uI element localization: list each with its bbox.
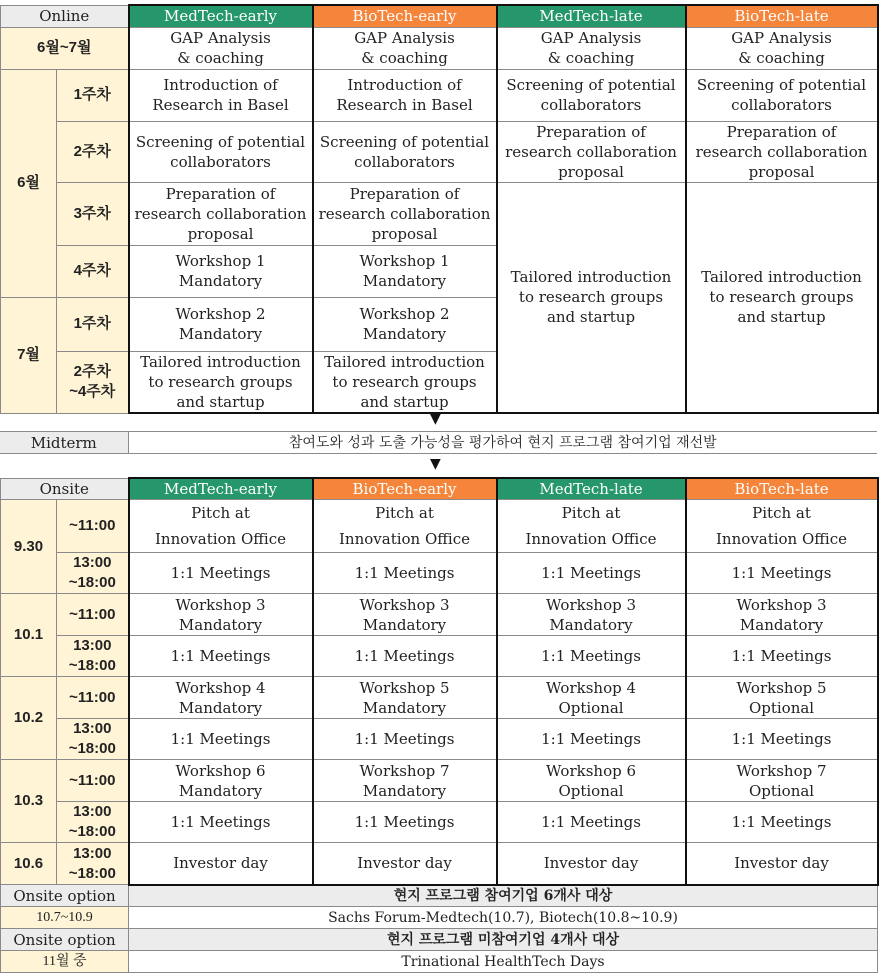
time-slot-am: ~11:00: [57, 594, 129, 636]
gap-line2: & coaching: [361, 49, 448, 67]
cell-line: Tailored introduction: [324, 352, 485, 371]
time-slot-pm: [57, 636, 129, 677]
option-text: 현지 프로그램 미참여기업 4개사 대상: [129, 929, 878, 951]
schedule-cell: 1:1 Meetings: [497, 719, 686, 760]
month-june-label: 6월: [1, 69, 57, 297]
midterm-label: Midterm: [0, 432, 128, 454]
day-label: 9.30: [1, 500, 57, 594]
day-label: 10.2: [1, 677, 57, 760]
cell-line: Preparation of: [536, 122, 646, 141]
cell-line: Workshop 5: [736, 678, 827, 697]
cell-line: Mandatory: [178, 272, 263, 290]
gap-cell: [686, 27, 878, 69]
option-label: 10.7~10.9: [1, 907, 129, 929]
time-line: 13:00: [73, 720, 112, 737]
gap-line1: GAP Analysis: [354, 29, 455, 47]
cell-line: Preparation of: [726, 122, 837, 141]
cell-line: Screening of potential: [506, 76, 676, 94]
cell-line: Tailored introduction: [510, 268, 672, 287]
schedule-cell: [686, 594, 878, 636]
cell-line: Workshop 6: [175, 761, 266, 780]
schedule-cell: 1:1 Meetings: [686, 719, 878, 760]
schedule-cell: Investor day: [129, 843, 313, 885]
schedule-cell: [313, 69, 497, 121]
online-section-label: Online: [1, 5, 129, 27]
cell-line: Mandatory: [739, 615, 824, 634]
option-label: Onsite option: [1, 929, 129, 951]
gap-cell: [129, 27, 313, 69]
schedule-cell: [313, 677, 497, 719]
schedule-cell: [129, 182, 313, 245]
cell-line: Workshop 4: [175, 678, 266, 697]
schedule-cell: [313, 500, 497, 553]
gap-cell: [313, 27, 497, 69]
gap-cell: [497, 27, 686, 69]
cell-line: Optional: [748, 781, 815, 800]
time-slot-pm: [57, 802, 129, 843]
cell-line: Workshop 4: [546, 678, 637, 697]
cell-line: Mandatory: [178, 325, 263, 343]
cell-line: Optional: [558, 698, 624, 717]
schedule-cell: [129, 351, 313, 413]
cell-line: Workshop 2: [175, 305, 266, 323]
time-line: ~18:00: [68, 864, 116, 882]
schedule-cell: 1:1 Meetings: [129, 802, 313, 843]
cell-line: collaborators: [170, 152, 271, 171]
track-header-biotech-early: BioTech-early: [313, 5, 497, 27]
week-label: [57, 351, 129, 413]
option-text: Sachs Forum-Medtech(10.7), Biotech(10.8~10.9): [129, 907, 878, 929]
cell-line: Mandatory: [178, 615, 263, 634]
cell-line: Workshop 1: [359, 252, 450, 270]
track-header-biotech-early: BioTech-early: [313, 478, 497, 500]
track-header-medtech-late: MedTech-late: [497, 5, 686, 27]
schedule-cell: 1:1 Meetings: [686, 553, 878, 594]
schedule-cell: 1:1 Meetings: [497, 636, 686, 677]
cell-line: and startup: [360, 392, 449, 411]
down-arrow-icon: ▼: [430, 411, 441, 427]
cell-line: proposal: [371, 224, 438, 243]
time-line: ~18:00: [68, 740, 116, 757]
midterm-text: 참여도와 성과 도출 가능성을 평가하여 현지 프로그램 참여기업 재선발: [128, 432, 877, 454]
day-label: 10.6: [1, 843, 57, 885]
schedule-cell: [313, 594, 497, 636]
schedule-cell: Investor day: [686, 843, 878, 885]
option-text: 현지 프로그램 참여기업 6개사 대상: [129, 885, 878, 907]
month-july-label: 7월: [1, 297, 57, 413]
cell-line: Innovation Office: [155, 530, 287, 548]
gap-line2: & coaching: [547, 49, 635, 67]
onsite-section-label: Onsite: [1, 478, 129, 500]
cell-line: Pitch at: [375, 504, 434, 522]
cell-line: Mandatory: [362, 325, 447, 343]
schedule-cell: 1:1 Meetings: [686, 636, 878, 677]
schedule-cell-merged: [686, 182, 878, 413]
schedule-cell: 1:1 Meetings: [129, 636, 313, 677]
down-arrow-icon: ▼: [430, 456, 441, 472]
cell-line: to research groups: [148, 372, 293, 391]
schedule-cell: Investor day: [313, 843, 497, 885]
cell-line: Pitch at: [752, 504, 811, 522]
cell-line: Mandatory: [549, 615, 633, 634]
cell-line: Innovation Office: [339, 530, 471, 548]
cell-line: Workshop 3: [546, 595, 637, 614]
cell-line: Screening of potential: [135, 132, 306, 151]
cell-line: collaborators: [731, 96, 832, 114]
cell-line: Introduction of: [163, 76, 278, 94]
gap-line1: GAP Analysis: [731, 29, 832, 47]
cell-line: Mandatory: [362, 781, 447, 800]
schedule-cell: 1:1 Meetings: [129, 719, 313, 760]
cell-line: collaborators: [354, 152, 455, 171]
schedule-cell: [129, 245, 313, 297]
cell-line: to research groups: [518, 288, 664, 307]
schedule-cell: [686, 677, 878, 719]
time-line: 13:00: [73, 554, 112, 571]
midterm-table: [0, 431, 877, 454]
schedule-cell: 1:1 Meetings: [686, 802, 878, 843]
cell-line: Research in Basel: [336, 96, 473, 114]
schedule-cell: [497, 760, 686, 802]
time-slot-pm: [57, 553, 129, 594]
time-slot-pm: [57, 719, 129, 760]
schedule-cell: [313, 760, 497, 802]
schedule-cell: [313, 297, 497, 351]
cell-line: Workshop 1: [175, 252, 266, 270]
cell-line: Tailored introduction: [701, 268, 862, 287]
week-line: 2주차: [73, 363, 111, 380]
cell-line: Mandatory: [362, 615, 447, 634]
cell-line: Optional: [748, 698, 815, 717]
cell-line: Preparation of: [349, 184, 460, 203]
schedule-cell: [129, 69, 313, 121]
schedule-cell: [497, 69, 686, 121]
day-label: 10.1: [1, 594, 57, 677]
cell-line: Workshop 3: [359, 595, 450, 614]
week-label: 1주차: [57, 69, 129, 121]
schedule-cell: 1:1 Meetings: [129, 553, 313, 594]
schedule-cell: [129, 594, 313, 636]
schedule-cell: 1:1 Meetings: [497, 553, 686, 594]
cell-line: Innovation Office: [716, 530, 848, 548]
cell-line: Workshop 7: [736, 761, 827, 780]
week-label: 4주차: [57, 245, 129, 297]
track-header-medtech-early: MedTech-early: [129, 478, 313, 500]
schedule-cell: [313, 351, 497, 413]
option-label: Onsite option: [1, 885, 129, 907]
cell-line: Workshop 3: [175, 595, 266, 614]
schedule-cell-merged: [497, 182, 686, 413]
cell-line: proposal: [748, 162, 815, 181]
schedule-cell: 1:1 Meetings: [313, 553, 497, 594]
time-slot-am: ~11:00: [57, 760, 129, 802]
cell-line: Optional: [558, 781, 624, 800]
track-header-medtech-late: MedTech-late: [497, 478, 686, 500]
cell-line: Mandatory: [362, 698, 447, 717]
cell-line: Workshop 6: [546, 761, 637, 780]
cell-line: research collaboration: [134, 204, 307, 223]
schedule-cell: [497, 594, 686, 636]
cell-line: research collaboration: [695, 142, 868, 161]
week-label: 3주차: [57, 182, 129, 245]
cell-line: Workshop 3: [736, 595, 827, 614]
cell-line: Mandatory: [178, 781, 263, 800]
track-header-biotech-late: BioTech-late: [686, 5, 878, 27]
schedule-cell: [129, 297, 313, 351]
cell-line: Introduction of: [347, 76, 462, 94]
cell-line: Pitch at: [561, 504, 621, 522]
schedule-cell: [129, 121, 313, 182]
cell-line: Pitch at: [191, 504, 250, 522]
schedule-cell: [129, 760, 313, 802]
schedule-cell: [497, 500, 686, 553]
gap-period-label: 6월~7월: [1, 27, 129, 69]
schedule-cell: [686, 121, 878, 182]
onsite-schedule-table: [0, 477, 879, 973]
gap-line1: GAP Analysis: [170, 29, 271, 47]
schedule-cell: [129, 500, 313, 553]
time-line: 13:00: [73, 637, 112, 654]
cell-line: Workshop 5: [359, 678, 450, 697]
cell-line: research collaboration: [318, 204, 491, 223]
cell-line: collaborators: [540, 96, 642, 114]
week-label: 1주차: [57, 297, 129, 351]
cell-line: Mandatory: [178, 698, 263, 717]
cell-line: and startup: [176, 392, 265, 411]
week-label: 2주차: [57, 121, 129, 182]
schedule-cell: [497, 121, 686, 182]
cell-line: Workshop 2: [359, 305, 450, 323]
online-schedule-table: [0, 4, 879, 414]
gap-line1: GAP Analysis: [540, 29, 642, 47]
schedule-cell: [497, 677, 686, 719]
cell-line: proposal: [558, 162, 624, 181]
time-line: ~18:00: [68, 574, 116, 591]
schedule-cell: 1:1 Meetings: [497, 802, 686, 843]
schedule-cell: 1:1 Meetings: [313, 636, 497, 677]
track-header-biotech-late: BioTech-late: [686, 478, 878, 500]
schedule-cell: [686, 760, 878, 802]
cell-line: Preparation of: [165, 184, 276, 203]
time-line: ~18:00: [68, 657, 116, 674]
schedule-cell: [313, 121, 497, 182]
time-line: ~18:00: [68, 823, 116, 840]
day-label: 10.3: [1, 760, 57, 843]
cell-line: Mandatory: [362, 272, 447, 290]
time-line: 13:00: [73, 803, 112, 820]
cell-line: Tailored introduction: [140, 352, 301, 371]
track-header-medtech-early: MedTech-early: [129, 5, 313, 27]
cell-line: Research in Basel: [152, 96, 289, 114]
cell-line: Screening of potential: [696, 76, 867, 94]
cell-line: Innovation Office: [525, 530, 657, 548]
week-line: ~4주차: [69, 383, 116, 400]
cell-line: and startup: [737, 308, 826, 327]
time-slot-pm: [57, 843, 129, 885]
schedule-cell: [129, 677, 313, 719]
time-line: 13:00: [73, 844, 112, 862]
schedule-cell: [686, 69, 878, 121]
schedule-cell: [313, 182, 497, 245]
time-slot-am: ~11:00: [57, 677, 129, 719]
schedule-cell: [313, 245, 497, 297]
schedule-cell: 1:1 Meetings: [313, 719, 497, 760]
cell-line: to research groups: [709, 288, 854, 307]
cell-line: proposal: [187, 224, 254, 243]
schedule-cell: Investor day: [497, 843, 686, 885]
cell-line: to research groups: [332, 372, 477, 391]
time-slot-am: ~11:00: [57, 500, 129, 553]
option-label: 11월 중: [1, 951, 129, 973]
option-text: Trinational HealthTech Days: [129, 951, 878, 973]
schedule-cell: [686, 500, 878, 553]
gap-line2: & coaching: [738, 49, 825, 67]
cell-line: and startup: [546, 308, 636, 327]
schedule-cell: 1:1 Meetings: [313, 802, 497, 843]
cell-line: Workshop 7: [359, 761, 450, 780]
gap-line2: & coaching: [177, 49, 264, 67]
cell-line: research collaboration: [505, 142, 677, 161]
cell-line: Screening of potential: [319, 132, 490, 151]
